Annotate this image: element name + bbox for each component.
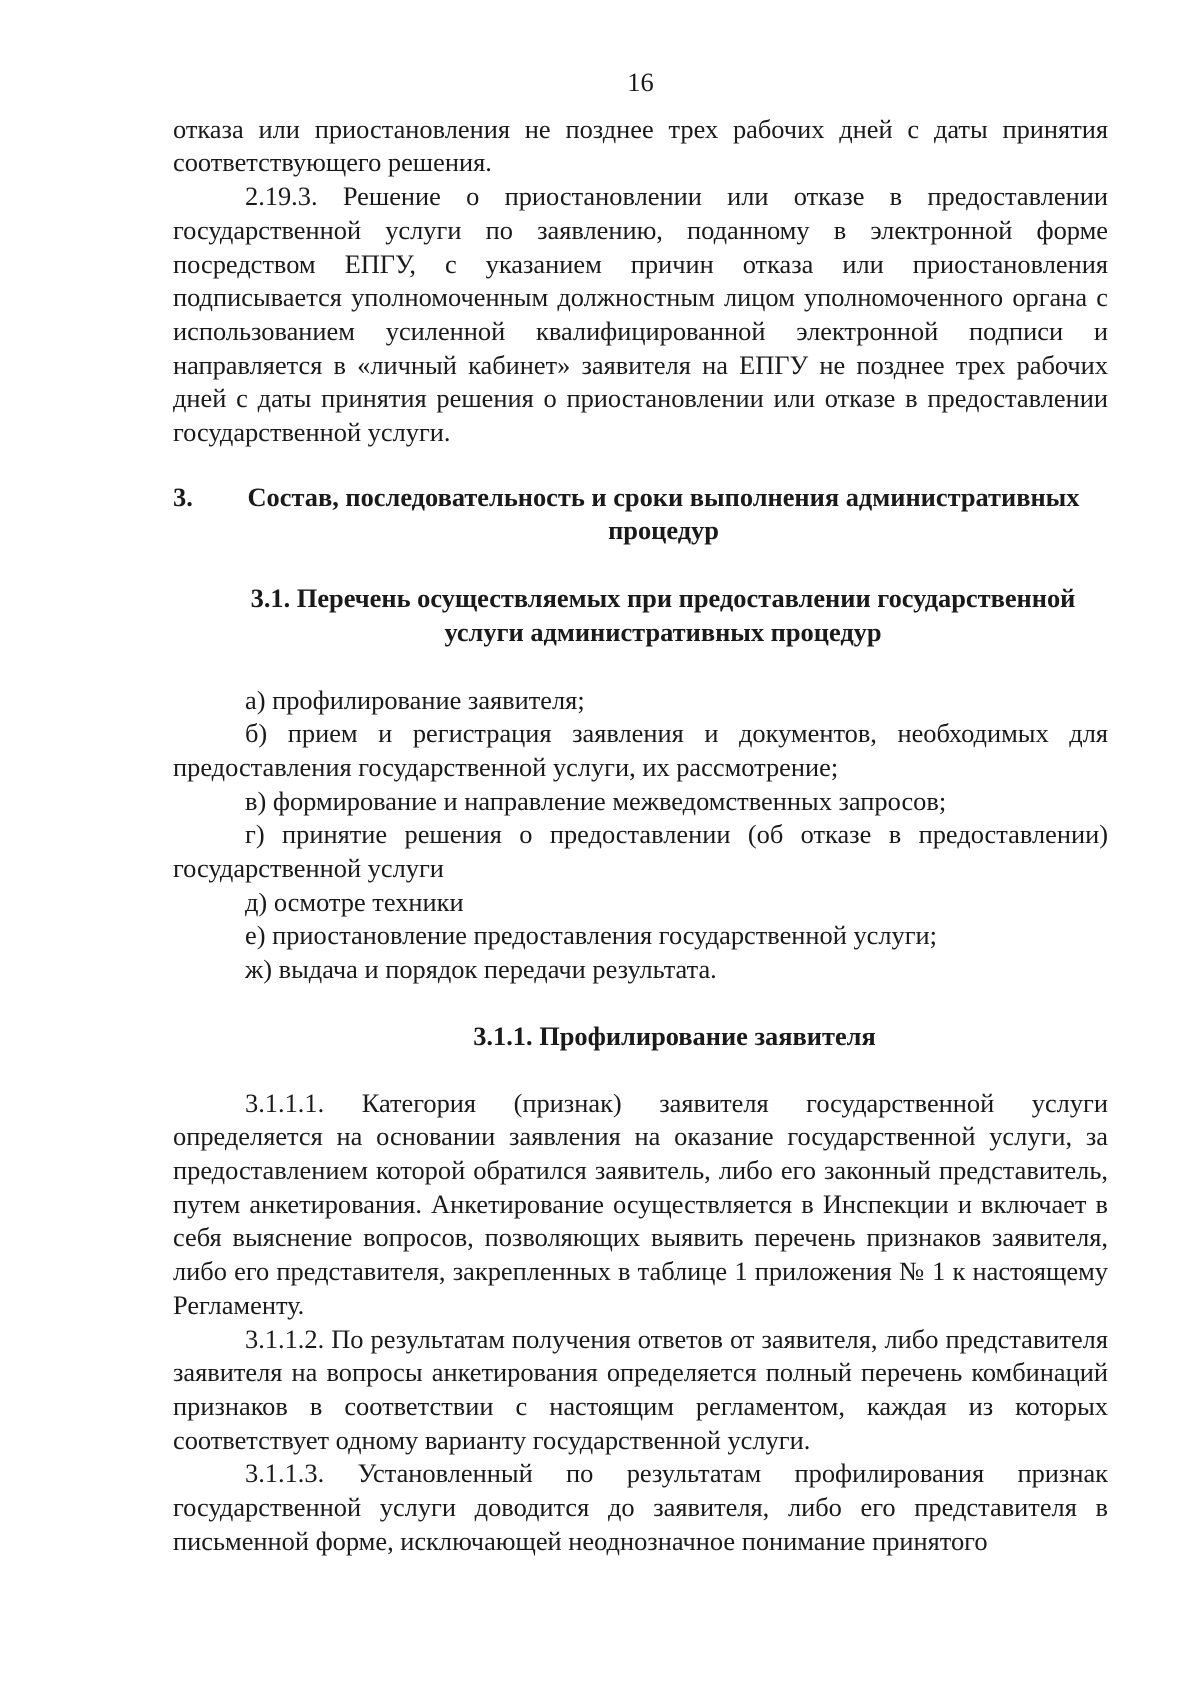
section-3-title: Состав, последовательность и сроки выполнения административных процедур [247, 481, 1080, 546]
procedure-item-zh: ж) выдача и порядок передачи результата. [245, 954, 717, 985]
section-3-1-1-heading: 3.1.1. Профилирование заявителя [473, 1020, 876, 1051]
page-number: 16 [627, 67, 654, 97]
procedure-item-a: а) профилирование заявителя; [245, 684, 585, 715]
paragraph-3-1-1-1: 3.1.1.1. Категория (признак) заявителя государственной услуги определяется на основании заявления на оказание государственной услуги, за предоставлением которой обратился заявитель, либо его законный представитель, путем анкетирования. Анкетирование осуществляется в Инспекции и включает в себя выяснение вопросов, позволяющих выявить перечень признаков заявителя, либо его представителя, закрепленных в таблице 1 приложения № 1 к настоящему Регламенту. [173, 1087, 1108, 1320]
section-3-number: 3. [173, 481, 193, 512]
procedure-item-v: в) формирование и направление межведомственных запросов; [245, 785, 947, 816]
paragraph-3-1-1-3: 3.1.1.3. Установленный по результатам профилирования признак государственной услуги доводится до заявителя, либо его представителя в письменной форме, исключающей неоднозначное понимание принятого [173, 1458, 1108, 1556]
procedure-item-d: д) осмотре техники [245, 886, 464, 917]
paragraph-continuation: отказа или приостановления не позднее трех рабочих дней с даты принятия соответствующего решения. [173, 113, 1108, 178]
procedure-item-g: г) принятие решения о предоставлении (об отказе в предоставлении) государственной услуги [173, 819, 1108, 884]
document-page [173, 66, 1108, 1558]
procedure-item-b: б) прием и регистрация заявления и документов, необходимых для предоставления государственной услуги, их рассмотрение; [173, 718, 1108, 782]
paragraph-2-19-3: 2.19.3. Решение о приостановлении или отказе в предоставлении государственной услуги по заявлению, поданному в электронной форме посредством ЕПГУ, с указанием причин отказа или приостановления подписывается уполномоченным должностным лицом уполномоченного органа с использованием усиленной квалифицированной электронной подписи и направляется в «личный кабинет» заявителя на ЕПГУ не позднее трех рабочих дней с даты принятия решения о приостановлении или отказе в предоставлении государственной услуги. [173, 181, 1108, 448]
section-3-1-heading: 3.1. Перечень осуществляемых при предоставлении государственной услуги административных процедур [250, 583, 1076, 647]
procedure-item-e: е) приостановление предоставления государственной услуги; [245, 920, 938, 951]
section-3-heading [173, 481, 1108, 548]
paragraph-3-1-1-2: 3.1.1.2. По результатам получения ответов от заявителя, либо представителя заявителя на вопросы анкетирования определяется полный перечень комбинаций признаков в соответствии с настоящим регламентом, каждая из которых соответствует одному варианту государственной услуги. [173, 1323, 1108, 1455]
